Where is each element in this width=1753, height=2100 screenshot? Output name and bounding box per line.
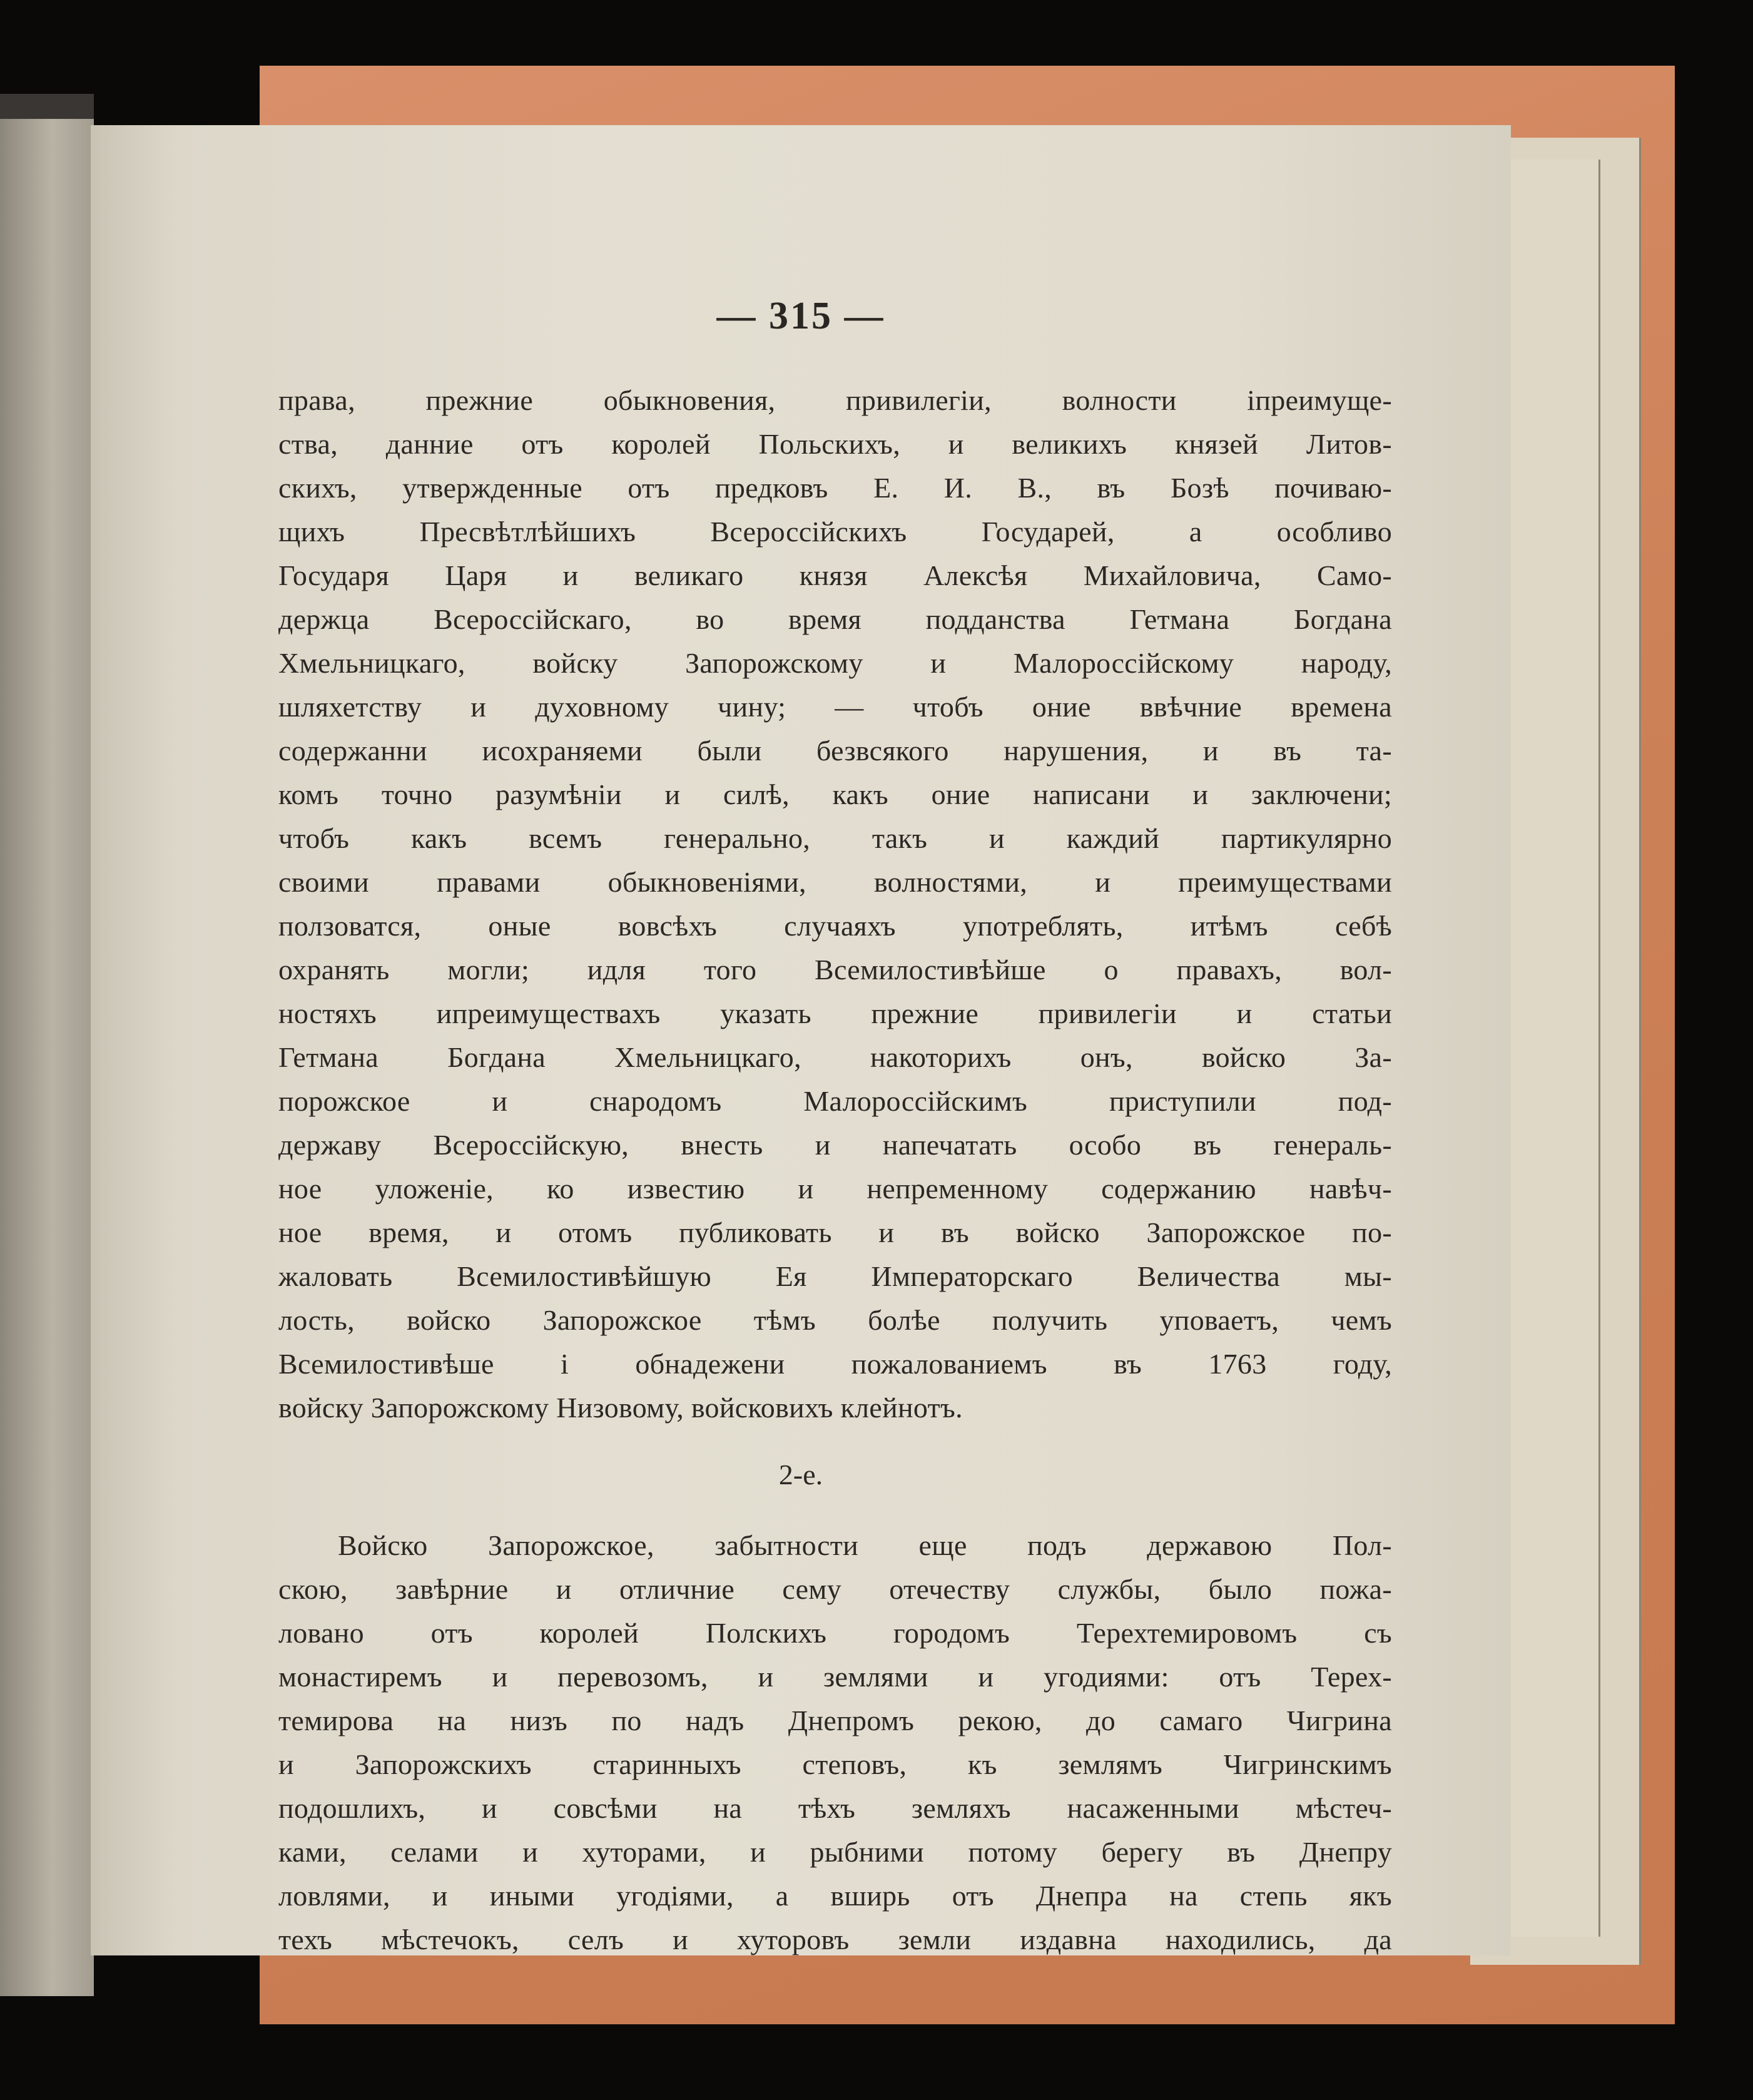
- text-line: техъ мѣстечокъ, селъ и хуторовъ земли издавна находились, да: [278, 1924, 1392, 1955]
- text-line: ное уложеніе, ко известию и непременному содержанию навѣч-: [278, 1173, 1392, 1205]
- text-line: ками, селами и хуторами, и рыбними потому берегу въ Днепру: [278, 1836, 1392, 1868]
- text-line: Всемилостивѣше і обнадежени пожалованиемъ въ 1763 году,: [278, 1348, 1392, 1380]
- text-line: темирова на низъ по надъ Днепромъ рекою, до самаго Чигрина: [278, 1705, 1392, 1736]
- text-line: лость, войско Запорожское тѣмъ болѣе получить уповаетъ, чемъ: [278, 1304, 1392, 1336]
- text-line: скихъ, утвержденные отъ предковъ Е. И. В., въ Бозѣ почиваю-: [278, 472, 1392, 504]
- text-line: ное время, и отомъ публиковать и въ войско Запорожское по-: [278, 1216, 1392, 1248]
- text-line: скою, завѣрние и отличние сему отечеству службы, было пожа-: [278, 1573, 1392, 1605]
- page-number: — 315 —: [716, 295, 885, 337]
- text-line: державу Всероссійскую, внесть и напечатать особо въ генераль-: [278, 1129, 1392, 1161]
- section-heading: 2-е.: [778, 1459, 823, 1491]
- text-line: права, прежние обыкновения, привилегіи, волности іпреимуще-: [278, 384, 1392, 416]
- text-line: ловано отъ королей Полскихъ городомъ Терехтемировомъ съ: [278, 1617, 1392, 1649]
- text-line: войску Запорожскому Низовому, войсковихъ клейнотъ.: [278, 1392, 963, 1424]
- text-line: ностяхъ ипреимуществахъ указать прежние привилегіи и статьи: [278, 997, 1392, 1029]
- text-line: своими правами обыкновеніями, волностями, и преимуществами: [278, 866, 1392, 898]
- facing-page-edge: [0, 119, 94, 1996]
- text-line: подошлихъ, и совсѣми на тѣхъ земляхъ насаженными мѣстеч-: [278, 1792, 1392, 1824]
- text-line: монастиремъ и перевозомъ, и землями и угодиями: отъ Терех-: [278, 1661, 1392, 1693]
- text-line: ловлями, и иными угодіями, а вширь отъ Днепра на степь якъ: [278, 1880, 1392, 1912]
- text-line: жаловать Всемилостивѣйшую Ея Императорскаго Величества мы-: [278, 1260, 1392, 1292]
- text-line: щихъ Пресвѣтлѣйшихъ Всероссійскихъ Государей, а особливо: [278, 516, 1392, 548]
- text-line: держца Всероссійскаго, во время подданства Гетмана Богдана: [278, 603, 1392, 635]
- text-line: охранять могли; идля того Всемилостивѣйше о правахъ, вол-: [278, 954, 1392, 986]
- text-line: содержанни исохраняеми были безвсякого нарушения, и въ та-: [278, 735, 1392, 767]
- text-line: и Запорожскихъ старинныхъ степовъ, къ землямъ Чигринскимъ: [278, 1748, 1392, 1780]
- text-line: Хмельницкаго, войску Запорожскому и Малороссійскому народу,: [278, 647, 1392, 679]
- text-line: комъ точно разумѣніи и силѣ, какъ оние написани и заключени;: [278, 778, 1392, 810]
- text-line: ства, данние отъ королей Польскихъ, и великихъ князей Литов-: [278, 428, 1392, 460]
- text-line: порожское и снародомъ Малороссійскимъ приступили под-: [278, 1085, 1392, 1117]
- text-line: ползоватся, оные вовсѣхъ случаяхъ употреблять, итѣмъ себѣ: [278, 910, 1392, 942]
- text-line: Гетмана Богдана Хмельницкаго, накоторихъ онъ, войско За-: [278, 1041, 1392, 1073]
- text-line: Войско Запорожское, забытности еще подъ державою Пол-: [338, 1529, 1392, 1561]
- text-line: Государя Царя и великаго князя Алексѣя Михайловича, Само-: [278, 559, 1392, 591]
- text-line: чтобъ какъ всемъ генерально, такъ и каждий партикулярно: [278, 822, 1392, 854]
- text-line: шляхетству и духовному чину; — чтобъ оние ввѣчние времена: [278, 691, 1392, 723]
- book-page: [91, 125, 1511, 1955]
